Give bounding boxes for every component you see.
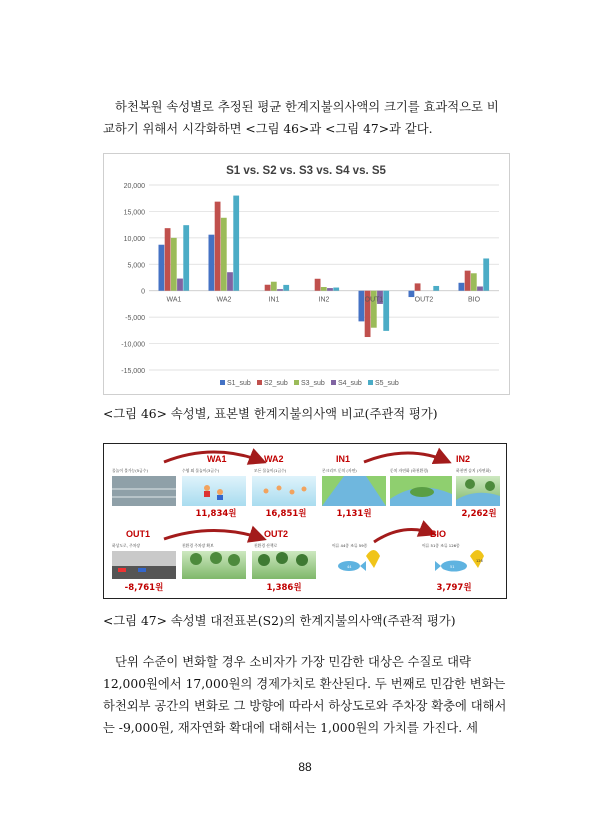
bar-out1-s1-sub — [359, 291, 365, 322]
bar-out2-s1-sub — [409, 291, 415, 297]
svg-text:126: 126 — [476, 559, 483, 563]
bar-wa2-s1-sub — [209, 235, 215, 291]
image-in-concrete-river — [322, 476, 386, 506]
x-tick-label: BIO — [467, 296, 481, 304]
note-in1-a: 콘크리트 둔치 (자연) — [322, 468, 357, 473]
y-tick-label: -5,000 — [125, 315, 145, 323]
note-in1-b: 둔치 자연화 (하천환경) — [390, 468, 429, 473]
label-bio: BIO — [430, 529, 447, 539]
value-wa1: 11,834원 — [195, 509, 237, 519]
legend-swatch — [331, 380, 336, 385]
value-in1: 1,131원 — [336, 509, 372, 519]
bar-in1-s4-sub — [277, 289, 283, 291]
image-wa-swimmers — [182, 476, 246, 506]
bar-in2-s3-sub — [321, 287, 327, 291]
bar-out2-s5-sub — [433, 286, 439, 291]
image-bio-fish-bird-before — [338, 550, 380, 571]
bar-out1-s5-sub — [383, 291, 389, 331]
bar-in1-s5-sub — [283, 285, 289, 291]
y-tick-label: -15,000 — [121, 368, 145, 375]
svg-text:51: 51 — [450, 565, 455, 569]
label-in2: IN2 — [456, 454, 471, 464]
figure47-caption: <그림 47> 속성별 대전표본(S2)의 한계지불의사액(주관적 평가) — [103, 614, 456, 628]
page-number: 88 — [298, 760, 312, 774]
legend-label: S1_sub — [227, 380, 251, 387]
value-out1: -8,761원 — [124, 583, 164, 593]
image-out-roads — [112, 551, 176, 579]
y-tick-label: 10,000 — [123, 235, 145, 243]
note-bio-b: 어류 51종 조류 126종 — [422, 543, 460, 548]
bar-in2-s4-sub — [327, 288, 333, 291]
x-tick-label: IN2 — [318, 296, 330, 304]
bar-out2-s2-sub — [415, 283, 421, 290]
body-paragraph: 단위 수준이 변화할 경우 소비자가 가장 민감한 대상은 수질로 대략 12,000원에서 17,000원의 경제가치로 환산된다. 두 번째로 민감한 변화는 하천외부 공간의 변화로 그 방향에 따라서 하상도로와 주차장 확충에 대해서는 -9,000원, 재자연화 확대에 대해서는 1,000원의 가치를 가진다. 세 — [103, 655, 507, 735]
image-wa-clear-water — [252, 476, 316, 506]
label-out2: OUT2 — [264, 529, 289, 539]
legend-label: S2_sub — [264, 380, 288, 387]
svg-text:44: 44 — [347, 565, 352, 569]
bar-chart — [104, 154, 509, 394]
note-wa1-a: 물놀이 불가능(5급수) — [112, 468, 148, 473]
x-tick-label: WA2 — [216, 296, 232, 304]
bar-wa2-s4-sub — [227, 272, 233, 291]
image-wa-grey-water — [112, 476, 176, 506]
figure47-illustration — [104, 444, 506, 598]
bar-wa1-s4-sub — [177, 279, 183, 291]
bar-wa2-s5-sub — [233, 196, 239, 291]
legend-swatch — [220, 380, 225, 385]
y-tick-label: 20,000 — [123, 183, 145, 190]
bar-bio-s3-sub — [471, 273, 477, 290]
label-in1: IN1 — [336, 454, 351, 464]
bar-in1-s2-sub — [265, 285, 271, 291]
bar-wa1-s2-sub — [165, 228, 171, 291]
legend-label: S3_sub — [301, 380, 325, 387]
legend-label: S4_sub — [338, 380, 362, 387]
legend-swatch — [257, 380, 262, 385]
bar-wa2-s2-sub — [215, 202, 221, 291]
legend-swatch — [294, 380, 299, 385]
y-tick-label: 15,000 — [123, 209, 145, 217]
value-bio: 3,797원 — [436, 583, 472, 593]
image-bio-fish-bird-after — [435, 550, 484, 572]
note-out2: 친환경 산책로 — [254, 543, 278, 548]
image-out-eco-trail — [252, 551, 316, 579]
bar-in2-s5-sub — [333, 288, 339, 291]
arrow-bio — [374, 530, 434, 543]
label-wa1: WA1 — [207, 454, 227, 464]
image-out-eco-parking — [182, 551, 246, 579]
x-tick-label: WA1 — [166, 296, 182, 304]
note-wa1-b: 수영 외 물놀이(3급수) — [182, 468, 220, 473]
legend-swatch — [368, 380, 373, 385]
x-tick-label: IN1 — [268, 296, 280, 304]
note-out1-b: 친환경 주차장 확보 — [182, 543, 214, 548]
x-tick-label: OUT1 — [364, 296, 384, 304]
arrow-in1-in2 — [364, 453, 449, 462]
value-out2: 1,386원 — [266, 583, 302, 593]
bar-bio-s2-sub — [465, 271, 471, 291]
note-out1-a: 하상도로, 주차장 — [112, 543, 141, 548]
bar-wa1-s5-sub — [183, 225, 189, 291]
value-in2: 2,262원 — [461, 509, 497, 519]
x-tick-label: OUT2 — [414, 296, 434, 304]
y-tick-label: 0 — [141, 288, 145, 296]
figure47-panel — [103, 443, 507, 599]
note-wa2: 모든 물놀이(1급수) — [254, 468, 287, 473]
figure46-chart — [103, 153, 510, 395]
bar-in2-s2-sub — [315, 279, 321, 291]
intro-paragraph: 하천복원 속성별로 추정된 평균 한계지불의사액의 크기를 효과적으로 비교하기 위해서 시각화하면 <그림 46>과 <그림 47>과 같다. — [103, 100, 499, 136]
bar-wa2-s3-sub — [221, 218, 227, 291]
note-in2: 하천변 습지 (자연화) — [456, 468, 491, 473]
arrow-out1-out2 — [164, 531, 264, 540]
chart-title: S1 vs. S2 vs. S3 vs. S4 vs. S5 — [226, 165, 386, 177]
bar-bio-s5-sub — [483, 258, 489, 290]
label-wa2: WA2 — [264, 454, 284, 464]
y-tick-label: -10,000 — [121, 341, 145, 349]
note-bio-a: 어류 44종 조류 59종 — [332, 543, 368, 548]
bar-in1-s3-sub — [271, 282, 277, 291]
image-in-wetland — [456, 476, 500, 506]
bar-bio-s4-sub — [477, 286, 483, 290]
value-wa2: 16,851원 — [265, 509, 307, 519]
y-tick-label: 5,000 — [127, 262, 145, 270]
label-out1: OUT1 — [126, 529, 151, 539]
bar-wa1-s3-sub — [171, 238, 177, 291]
legend-label: S5_sub — [375, 380, 399, 387]
bar-wa1-s1-sub — [159, 245, 165, 291]
figure46-caption: <그림 46> 속성별, 표본별 한계지불의사액 비교(주관적 평가) — [103, 407, 438, 421]
bar-bio-s1-sub — [459, 283, 465, 291]
image-in-natural-bank — [390, 476, 452, 506]
